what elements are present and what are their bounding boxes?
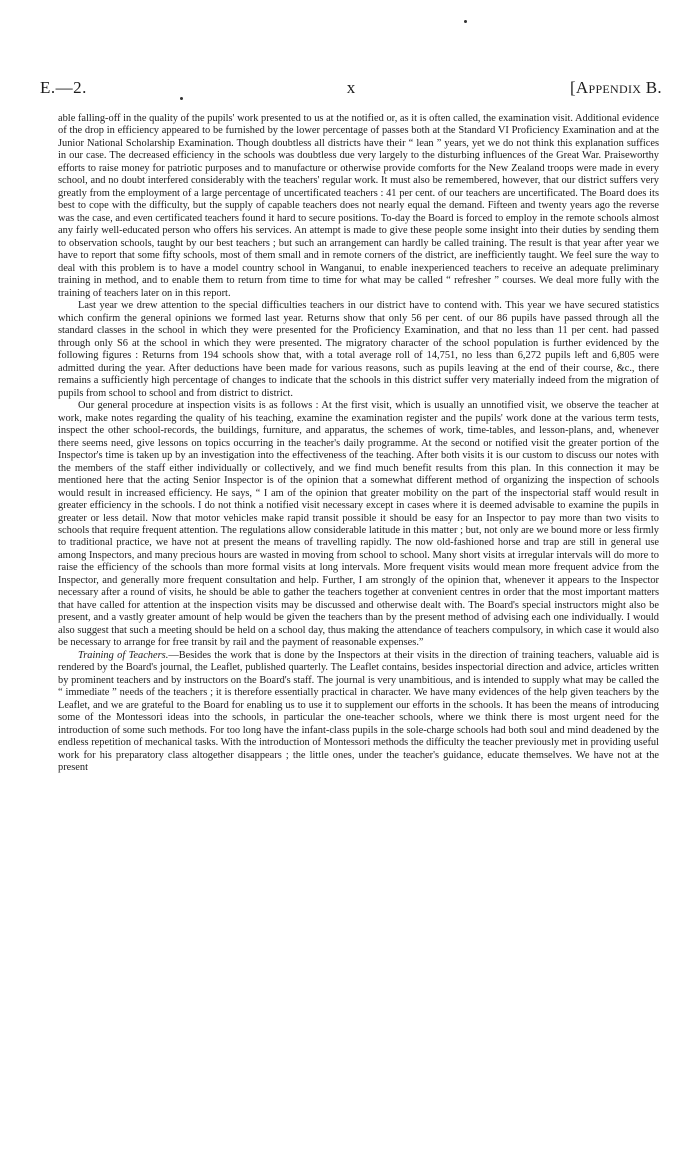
paragraph-2: Last year we drew attention to the special difficulties teachers in our district have to contend with. This year we have secured statistics which confirm the general opinions we formed last year. Returns show that only 56 per cent. of our 86 pupils have passed through all the standard classes in the school in which they were presented for the Proficiency Examination, and that no less than 11 per cent. had passed through only S6 at the school in which they were presented. The migratory character of the school population is further evidenced by the following figures : Returns from 194 schools show that, with a total average roll of 14,751, no less than 6,272 pupils left and 6,805 were admitted during the year. After deductions have been made for various reasons, such as pupils leaving at the end of their course, &c., there remains a sufficiently high percentage of changes to indicate that the schools in this district suffer very materially indeed from the migration of pupils from school to school and from district to district.	[58, 300, 659, 399]
body-text	[58, 113, 659, 775]
section-heading: Training of Teachers.	[78, 649, 169, 661]
paragraph-3: Our general procedure at inspection visits is as follows : At the first visit, which is usually an unnotified visit, we observe the teacher at work, make notes regarding the quality of his teaching, examine the examination register and the pupils' work done at the various term tests, inspect the other school-records, the buildings, furniture, and apparatus, the schemes of work, time-tables, and lesson-plans, and, whenever there seems need, give lessons on topics occurring in the teacher's daily programme. At the second or notified visit the greater portion of the Inspector's time is taken up by an investigation into the effectiveness of the teaching. After both visits it is our custom to discuss our notes with the members of the staff either individually or collectively, and we find much benefit results from this plan. In this connection it may be mentioned here that the acting Senior Inspector is of the opinion that a somewhat different method of organizing the inspection of schools would result in increased efficiency. He says, “ I am of the opinion that greater mobility on the part of the inspectorial staff would result in greater efficiency in the schools. I do not think a notified visit necessary except in cases where it is deemed advisable to examine the pupils in greater or less detail. Now that motor vehicles make rapid transit possible it should be easy for an Inspector to pay more than two visits to schools that require frequent attention. The regulations allow considerable latitude in this matter ; but, not only are we bound more or less firmly to traditional practice, we have not at present the means of travelling rapidly. The now old-fashioned horse and trap are still in general use among Inspectors, and many precious hours are wasted in moving from school to school. Many short visits at irregular intervals will do more to raise the efficiency of the schools than more formal visits at long intervals. More frequent visits would mean more frequent advice from the Inspector, and generally more frequent consultation and help. Further, I am strongly of the opinion that, whenever it appears to the Inspector necessary after a round of visits, he should be able to gather the teachers together at convenient centres in order that the most important matters that have called for attention at the inspection visits may be discussed and otherwise dealt with. The Board's special instructors might also be present, and a vastly greater amount of help would be given the teachers than by the present method of advising each one individually. I would also suggest that such a meeting should be held on a school day, thus making the attendance of teachers compulsory, in which case it would also be necessary to arrange for free transit by rail and the payment of reasonable expenses.”	[58, 400, 659, 649]
paragraph-4-text: —Besides the work that is done by the Inspectors at their visits in the direction of training teachers, valuable aid is rendered by the Board's journal, the Leaflet, published quarterly. The Leaflet contains, besides inspectorial direction and advice, articles written by prominent teachers and by instructors on the Board's staff. The journal is very unambitious, and is intended to supply what may be called the “ immediate ” needs of the teachers ; it is therefore essentially practical in character. We have many evidences of the help given teachers by the Leaflet, and we are grateful to the Board for enabling us to use it to supplement our efforts in the schools. It has been the means of introducing some of the Montessori ideas into the schools, in particular the one-teacher schools, where we think there is most urgent need for the introduction of some such methods. For too long have the infant-class pupils in the sole-charge schools had both soul and mind deadened by the endless repetition of mechanical tasks. With the introduction of Montessori methods the difficulty the teacher previously met in providing useful work for his preparatory class altogether disappears ; the little ones, under the teacher's guidance, educate themselves. We have not at the present	[58, 649, 659, 774]
report-code: E.—2.	[40, 78, 87, 97]
paragraph-1: able falling-off in the quality of the pupils' work presented to us at the notified or, as it is often called, the examination visit. Additional evidence of the drop in efficiency appeared to be furnished by the lower percentage of passes both at the Standard VI Proficiency Examination and at the Junior National Scholarship Examination. Though doubtless all districts have their “ lean ” years, yet we do not think this explanation suffices in our case. The decreased efficiency in the schools was doubtless due very largely to the disturbing influences of the Great War. Praiseworthy efforts to raise money for patriotic purposes and to manufacture or otherwise provide comforts for the New Zealand troops were made in every school, and no doubt interfered considerably with the teachers' regular work. It must also be remembered, however, that our district suffers very greatly from the employment of a large percentage of uncertificated teachers : 41 per cent. of our teachers are uncertificated. The Board does its best to cope with the difficulty, but the supply of capable teachers does not nearly equal the demand. Fifteen and twenty years ago the reverse was the case, and even certificated teachers found it hard to secure positions. To-day the Board is forced to employ in the remote schools almost any fairly well-educated person who offers his services. An attempt is made to give these people some insight into their duties by sending them to observation schools, taught by our best teachers ; but such an arrangement can hardly be called training. The result is that year after year we have to report that some fifty schools, most of them small and in remote corners of the district, are inefficiently taught. We feel sure the way to deal with this problem is to have a model country school in Wanganui, to enable inexperienced teachers to receive an adequate preliminary training in method, and to enable them to return from time to time for what may be called “ refresher ” courses. We deal more fully with the training of teachers later on in this report.	[58, 113, 659, 299]
page-header	[40, 78, 662, 104]
paragraph-4	[58, 650, 659, 775]
page-number: x	[346, 78, 356, 97]
speck-mark	[464, 20, 467, 23]
appendix-label: [Appendix B.	[569, 78, 662, 97]
